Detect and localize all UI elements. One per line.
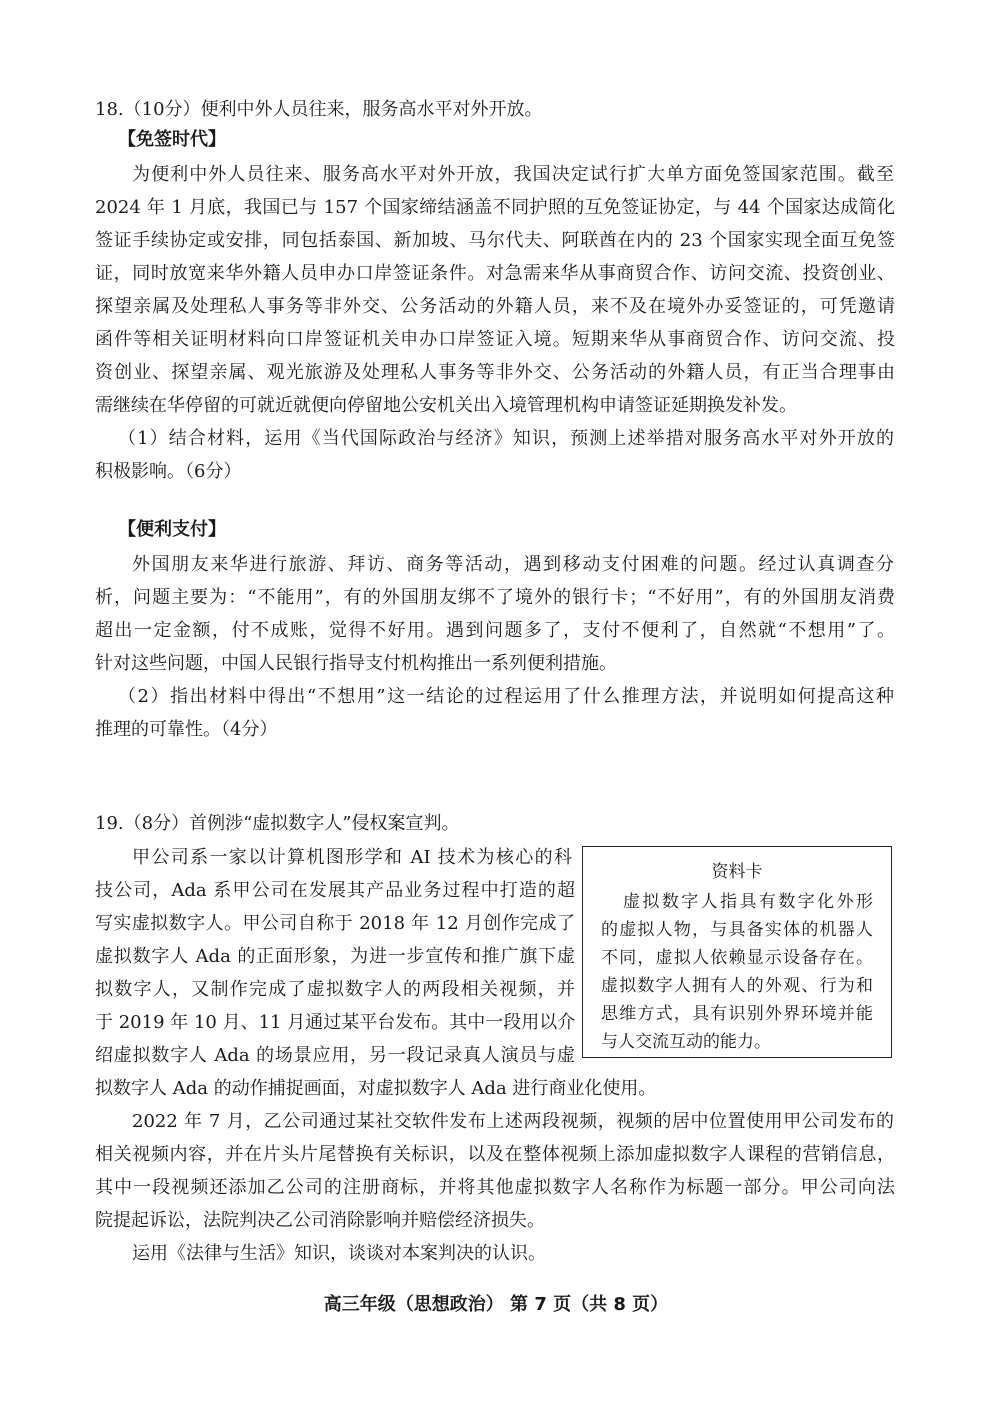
q19-para2-line: 院提起诉讼，法院判决乙公司消除影响并赔偿经济损失。 <box>95 1210 545 1231</box>
info-card-line: 思维方式，具有识别外界环境并能 <box>601 1004 873 1024</box>
info-card-line: 与人交流互动的能力。 <box>601 1032 771 1052</box>
q19-para2-line: 2022 年 7 月，乙公司通过某社交软件发布上述两段视频，视频的居中位置使用甲公司发布的 <box>132 1111 894 1132</box>
q18-subquestion-1-cont: 积极影响。（6分） <box>95 461 242 482</box>
q18-para1-line: 探望亲属及处理私人事务等非外交、公务活动的外籍人员，来不及在境外办妥签证的，可凭邀请 <box>95 296 895 317</box>
q18-para2-line: 超出一定金额，付不成账，觉得不好用。遇到问题多了，支付不便利了，自然就“不想用”了。 <box>95 620 895 641</box>
q18-para1-line: 证，同时放宽来华外籍人员申办口岸签证条件。对急需来华从事商贸合作、访问交流、投资创业、 <box>95 263 895 284</box>
q19-question: 运用《法律与生活》知识，谈谈对本案判决的认识。 <box>132 1243 546 1264</box>
q18-para1-line: 函件等相关证明材料向口岸签证机关申办口岸签证入境。短期来华从事商贸合作、访问交流、投 <box>95 329 895 350</box>
q18-subquestion-2-cont: 推理的可靠性。（4分） <box>95 719 278 740</box>
q19-para1-line: 于 2019 年 10 月、11 月通过某平台发布。其中一段用以介 <box>95 1012 576 1033</box>
q19-para1-line: 虚拟数字人 Ada 的正面形象，为进一步宣传和推广旗下虚 <box>95 946 575 967</box>
q18-title: 18.（10分）便利中外人员往来，服务高水平对外开放。 <box>95 99 543 120</box>
info-card-line: 的虚拟人物，与具备实体的机器人 <box>601 920 873 940</box>
info-card-line: 虚拟数字人指具有数字化外形 <box>623 892 873 912</box>
q19-para1-line: 绍虚拟数字人 Ada 的场景应用，另一段记录真人演员与虚 <box>95 1045 575 1066</box>
q19-para2-line: 相关视频内容，并在片头片尾替换有关标识，以及在整体视频上添加虚拟数字人课程的营销信息， <box>95 1144 895 1165</box>
q19-para1-line: 技公司，Ada 系甲公司在发展其产品业务过程中打造的超 <box>95 880 575 901</box>
page-footer: 高三年级（思想政治） 第 7 页（共 8 页） <box>323 1294 669 1315</box>
q18-para2-line: 外国朋友来华进行旅游、拜访、商务等活动，遇到移动支付困难的问题。经过认真调查分 <box>132 554 894 575</box>
q19-para1-line: 写实虚拟数字人。甲公司自称于 2018 年 12 月创作完成了 <box>95 913 575 934</box>
q18-para1-line: 需继续在华停留的可就近就便向停留地公安机关出入境管理机构申请签证延期换发补发。 <box>95 395 797 416</box>
q18-subquestion-1: （1）结合材料，运用《当代国际政治与经济》知识，预测上述举措对服务高水平对外开放的 <box>118 428 894 449</box>
q18-subquestion-2: （2）指出材料中得出“不想用”这一结论的过程运用了什么推理方法，并说明如何提高这种 <box>118 686 894 707</box>
section-heading-payment: 【便利支付】 <box>118 519 226 540</box>
q19-para1-line: 拟数字人，又制作完成了虚拟数字人的两段相关视频，并 <box>95 979 575 1000</box>
q18-para2-line: 析，问题主要为：“不能用”，有的外国朋友绑不了境外的银行卡；“不好用”，有的外国朋友消费 <box>95 587 895 608</box>
info-card <box>582 846 892 1058</box>
q19-para1-line: 甲公司系一家以计算机图形学和 AI 技术为核心的科 <box>132 847 572 868</box>
q18-para1-line: 为便利中外人员往来、服务高水平对外开放，我国决定试行扩大单方面免签国家范围。截至 <box>132 164 894 185</box>
q18-para1-line: 资创业、探望亲属、观光旅游及处理私人事务等非外交、公务活动的外籍人员，有正当合理事由 <box>95 362 895 383</box>
info-card-title: 资料卡 <box>711 862 763 882</box>
q18-para1-line: 2024 年 1 月底，我国已与 157 个国家缔结涵盖不同护照的互免签证协定，与 44 个国家达成简化 <box>95 197 895 218</box>
section-heading-visa-free: 【免签时代】 <box>118 129 226 150</box>
q19-title: 19.（8分）首例涉“虚拟数字人”侵权案宣判。 <box>95 813 460 834</box>
q18-para1-line: 签证手续协定或安排，同包括泰国、新加坡、马尔代夫、阿联酋在内的 23 个国家实现全面互免签 <box>95 230 895 251</box>
info-card-line: 不同，虚拟人依赖显示设备存在。 <box>601 948 873 968</box>
q19-para2-line: 其中一段视频还添加乙公司的注册商标，并将其他虚拟数字人名称作为标题一部分。甲公司向法 <box>95 1177 895 1198</box>
info-card-line: 虚拟数字人拥有人的外观、行为和 <box>601 976 873 996</box>
q18-para2-line: 针对这些问题，中国人民银行指导支付机构推出一系列便利措施。 <box>95 653 617 674</box>
q19-para1-line: 拟数字人 Ada 的动作捕捉画面，对虚拟数字人 Ada 进行商业化使用。 <box>95 1078 657 1099</box>
